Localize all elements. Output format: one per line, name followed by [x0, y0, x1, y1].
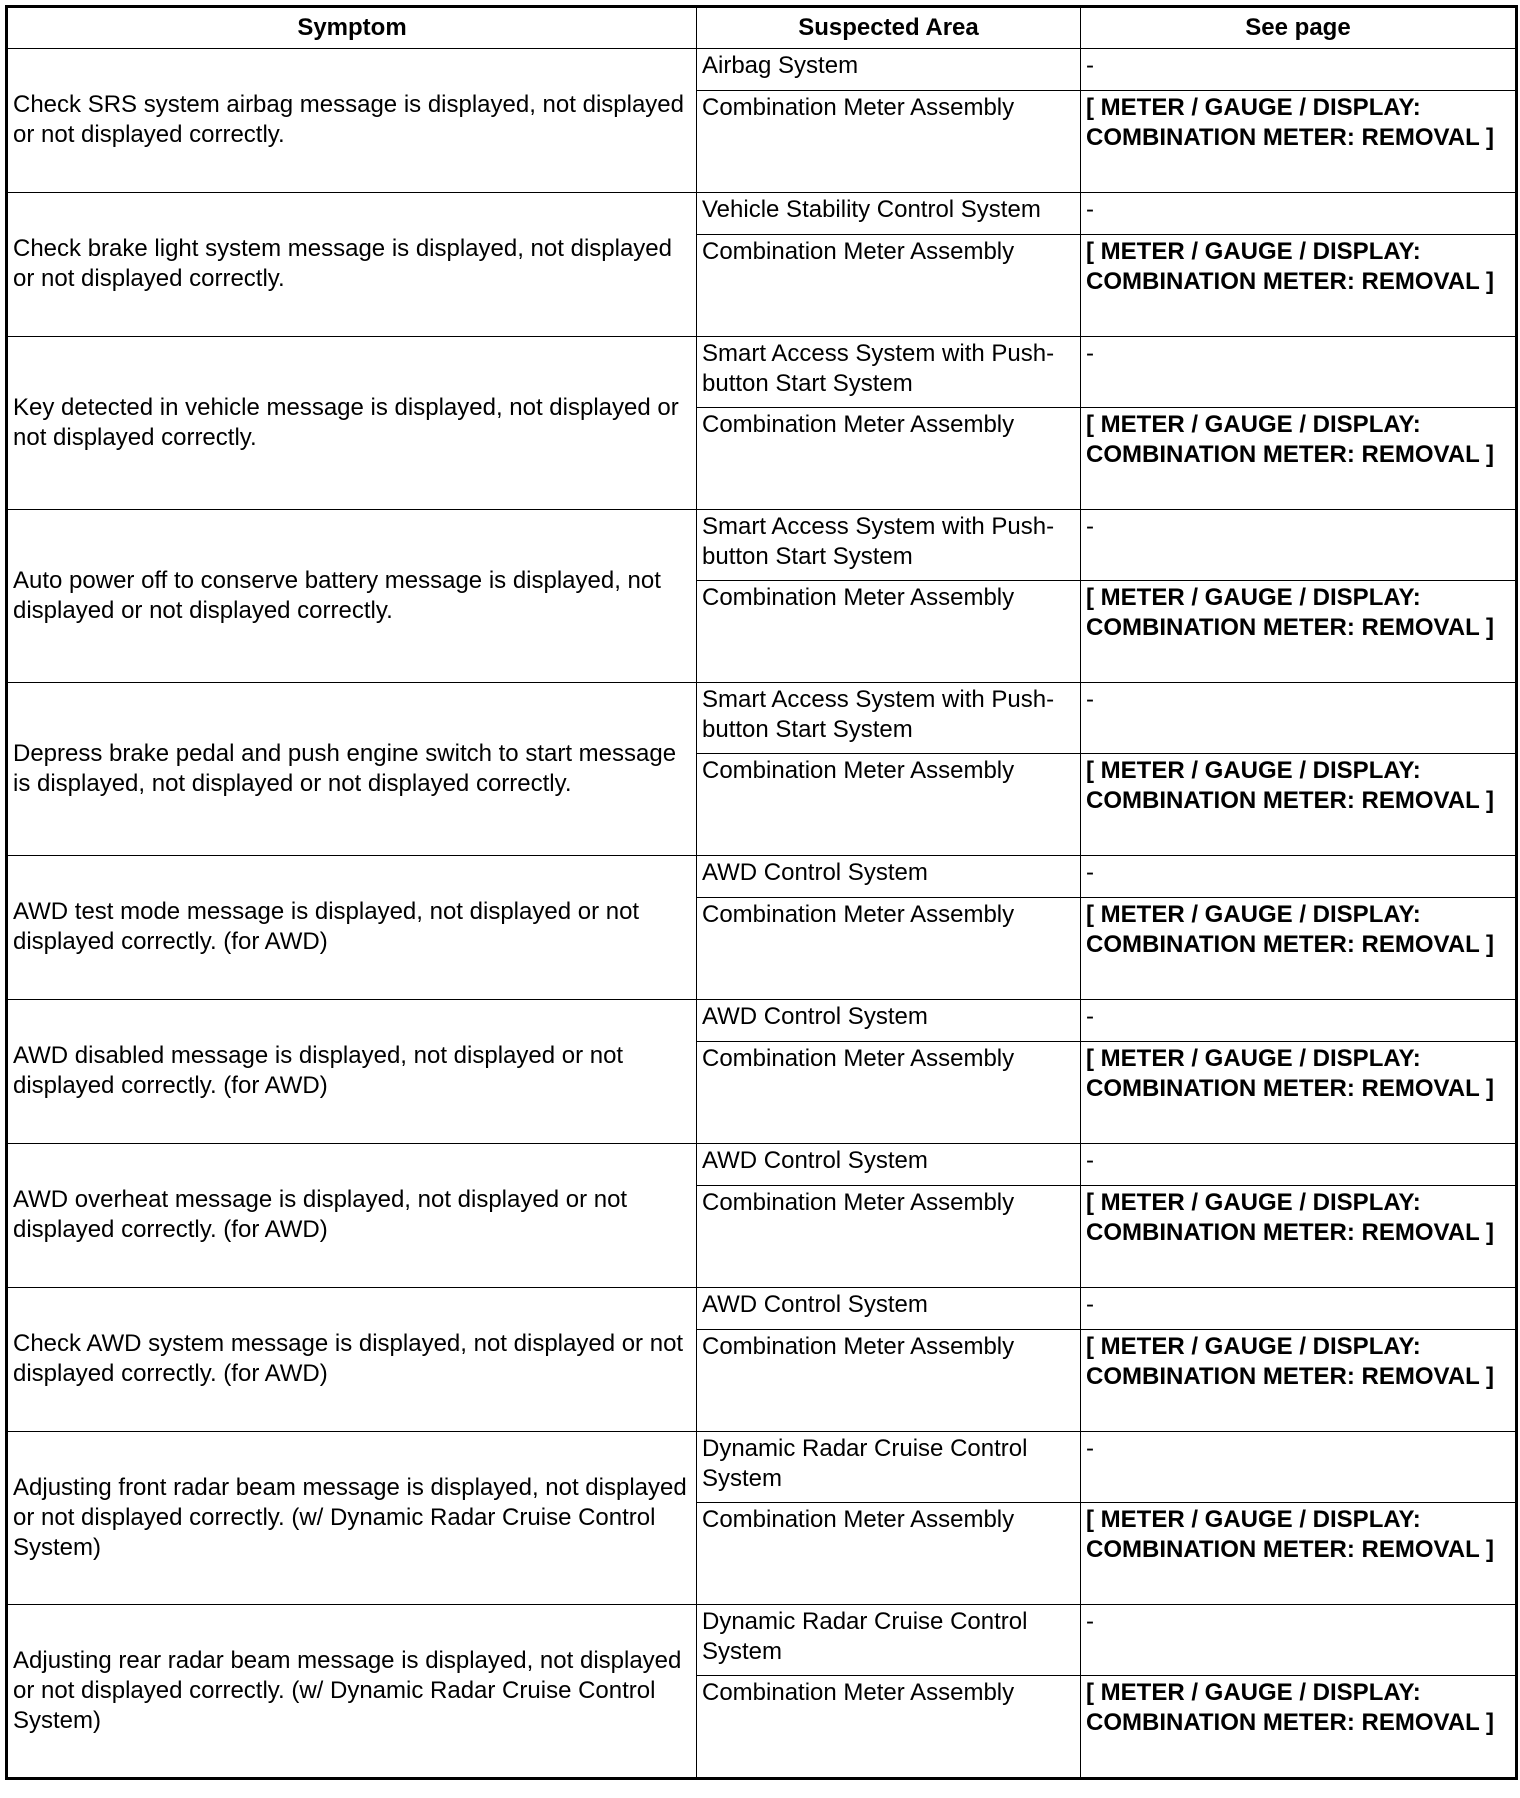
table-row [7, 510, 1517, 581]
see-page-link[interactable]: [ METER / GAUGE / DISPLAY: COMBINATION METER: REMOVAL ] [1081, 1186, 1517, 1288]
see-page-cell: - [1081, 193, 1517, 235]
symptom-cell: Depress brake pedal and push engine switch to start message is displayed, not displayed or not displayed correctly. [7, 683, 697, 856]
suspected-area-cell: Dynamic Radar Cruise Control System [697, 1605, 1081, 1676]
table-row [7, 1144, 1517, 1186]
suspected-area-cell: Combination Meter Assembly [697, 408, 1081, 510]
suspected-area-cell: AWD Control System [697, 1288, 1081, 1330]
see-page-link[interactable]: [ METER / GAUGE / DISPLAY: COMBINATION METER: REMOVAL ] [1081, 1503, 1517, 1605]
table-row [7, 193, 1517, 235]
see-page-cell: - [1081, 510, 1517, 581]
see-page-cell: - [1081, 1288, 1517, 1330]
see-page-link[interactable]: [ METER / GAUGE / DISPLAY: COMBINATION METER: REMOVAL ] [1081, 408, 1517, 510]
suspected-area-cell: Combination Meter Assembly [697, 581, 1081, 683]
suspected-area-cell: Airbag System [697, 49, 1081, 91]
table-row [7, 1432, 1517, 1503]
table-row [7, 337, 1517, 408]
symptom-cell: AWD disabled message is displayed, not displayed or not displayed correctly. (for AWD) [7, 1000, 697, 1144]
header-suspected-area: Suspected Area [697, 7, 1081, 49]
symptom-cell: Auto power off to conserve battery message is displayed, not displayed or not displayed correctly. [7, 510, 697, 683]
symptom-cell: AWD overheat message is displayed, not displayed or not displayed correctly. (for AWD) [7, 1144, 697, 1288]
table-row [7, 1605, 1517, 1676]
see-page-link[interactable]: [ METER / GAUGE / DISPLAY: COMBINATION METER: REMOVAL ] [1081, 1676, 1517, 1779]
table-row [7, 856, 1517, 898]
symptom-cell: Check brake light system message is displayed, not displayed or not displayed correctly. [7, 193, 697, 337]
symptom-cell: Adjusting front radar beam message is displayed, not displayed or not displayed correctly. (w/ Dynamic Radar Cruise Control System) [7, 1432, 697, 1605]
symptom-cell: AWD test mode message is displayed, not displayed or not displayed correctly. (for AWD) [7, 856, 697, 1000]
table-row [7, 683, 1517, 754]
table-row [7, 1288, 1517, 1330]
see-page-link[interactable]: [ METER / GAUGE / DISPLAY: COMBINATION METER: REMOVAL ] [1081, 898, 1517, 1000]
symptom-cell: Adjusting rear radar beam message is displayed, not displayed or not displayed correctly. (w/ Dynamic Radar Cruise Control System) [7, 1605, 697, 1779]
see-page-link[interactable]: [ METER / GAUGE / DISPLAY: COMBINATION METER: REMOVAL ] [1081, 754, 1517, 856]
suspected-area-cell: Vehicle Stability Control System [697, 193, 1081, 235]
see-page-cell: - [1081, 856, 1517, 898]
see-page-cell: - [1081, 49, 1517, 91]
suspected-area-cell: Combination Meter Assembly [697, 1330, 1081, 1432]
suspected-area-cell: AWD Control System [697, 856, 1081, 898]
see-page-link[interactable]: [ METER / GAUGE / DISPLAY: COMBINATION METER: REMOVAL ] [1081, 91, 1517, 193]
suspected-area-cell: AWD Control System [697, 1000, 1081, 1042]
see-page-cell: - [1081, 337, 1517, 408]
suspected-area-cell: Dynamic Radar Cruise Control System [697, 1432, 1081, 1503]
symptom-cell: Check SRS system airbag message is displayed, not displayed or not displayed correctly. [7, 49, 697, 193]
symptom-cell: Key detected in vehicle message is displayed, not displayed or not displayed correctly. [7, 337, 697, 510]
see-page-link[interactable]: [ METER / GAUGE / DISPLAY: COMBINATION METER: REMOVAL ] [1081, 1330, 1517, 1432]
see-page-cell: - [1081, 1605, 1517, 1676]
see-page-cell: - [1081, 1144, 1517, 1186]
table-row [7, 49, 1517, 91]
suspected-area-cell: Combination Meter Assembly [697, 1503, 1081, 1605]
header-row [7, 7, 1517, 49]
symptom-cell: Check AWD system message is displayed, not displayed or not displayed correctly. (for AWD) [7, 1288, 697, 1432]
symptom-table [5, 5, 1518, 1780]
see-page-link[interactable]: [ METER / GAUGE / DISPLAY: COMBINATION METER: REMOVAL ] [1081, 235, 1517, 337]
suspected-area-cell: Combination Meter Assembly [697, 754, 1081, 856]
suspected-area-cell: Combination Meter Assembly [697, 1042, 1081, 1144]
header-see-page: See page [1081, 7, 1517, 49]
suspected-area-cell: Combination Meter Assembly [697, 898, 1081, 1000]
suspected-area-cell: Combination Meter Assembly [697, 91, 1081, 193]
see-page-link[interactable]: [ METER / GAUGE / DISPLAY: COMBINATION METER: REMOVAL ] [1081, 1042, 1517, 1144]
suspected-area-cell: Smart Access System with Push-button Start System [697, 683, 1081, 754]
header-symptom: Symptom [7, 7, 697, 49]
suspected-area-cell: Smart Access System with Push-button Start System [697, 337, 1081, 408]
see-page-cell: - [1081, 1000, 1517, 1042]
table-row [7, 1000, 1517, 1042]
suspected-area-cell: Combination Meter Assembly [697, 1186, 1081, 1288]
suspected-area-cell: Smart Access System with Push-button Start System [697, 510, 1081, 581]
suspected-area-cell: Combination Meter Assembly [697, 1676, 1081, 1779]
see-page-cell: - [1081, 683, 1517, 754]
see-page-cell: - [1081, 1432, 1517, 1503]
see-page-link[interactable]: [ METER / GAUGE / DISPLAY: COMBINATION METER: REMOVAL ] [1081, 581, 1517, 683]
suspected-area-cell: AWD Control System [697, 1144, 1081, 1186]
suspected-area-cell: Combination Meter Assembly [697, 235, 1081, 337]
